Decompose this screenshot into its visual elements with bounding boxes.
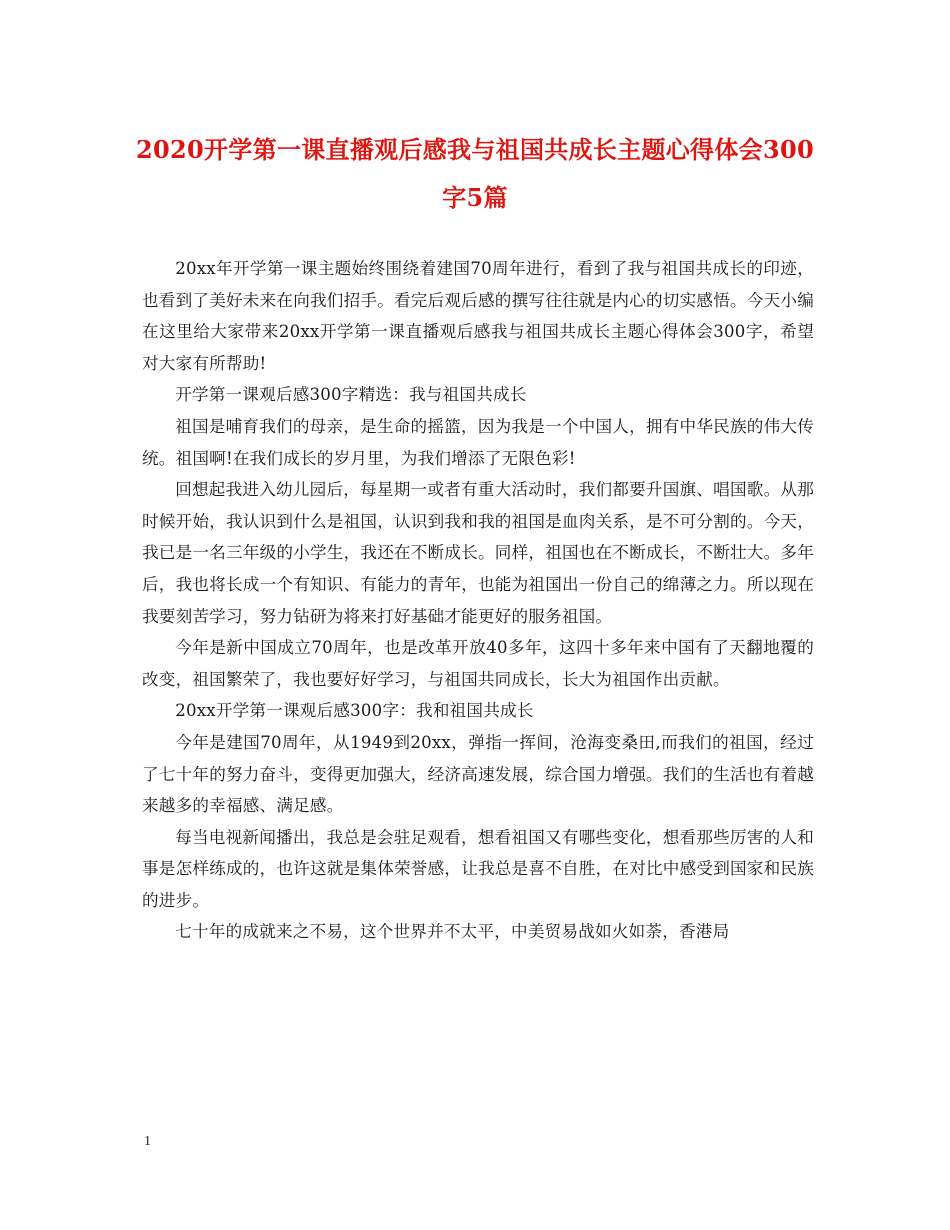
paragraph: 七十年的成就来之不易，这个世界并不太平，中美贸易战如火如荼，香港局 bbox=[175, 922, 730, 942]
paragraph: 回想起我进入幼儿园后，每星期一或者有重大活动时，我们都要升国旗、唱国歌。从那时候开始，我认识到什么是祖国，认识到我和我的祖国是血肉关系，是不可分割的。今天，我已是一名三年级的小学生，我还在不断成长。同样，祖国也在不断成长，不断壮大。多年后，我也将长成一个有知识、有能力的青年，也能为祖国出一份自己的绵薄之力。所以现在我要刻苦学习，努力钻研为将来打好基础才能更好的服务祖国。 bbox=[142, 480, 814, 626]
paragraph: 今年是建国70周年，从1949到20xx，弹指一挥间，沧海变桑田,而我们的祖国，经过了七十年的努力奋斗，变得更加强大，经济高速发展，综合国力增强。我们的生活也有着越来越多的幸福感、满足感。 bbox=[142, 732, 814, 816]
section-heading-2: 20xx开学第一课观后感300字：我和祖国共成长 bbox=[175, 701, 534, 721]
paragraph-intro: 20xx年开学第一课主题始终围绕着建国70周年进行，看到了我与祖国共成长的印迹，也看到了美好未来在向我们招手。看完后观后感的撰写往往就是内心的切实感悟。今天小编在这里给大家带来20xx开学第一课直播观后感我与祖国共成长主题心得体会300字，希望对大家有所帮助! bbox=[142, 259, 814, 373]
paragraph: 祖国是哺育我们的母亲，是生命的摇篮，因为我是一个中国人，拥有中华民族的伟大传统。祖国啊!在我们成长的岁月里，为我们增添了无限色彩! bbox=[142, 416, 814, 468]
paragraph: 今年是新中国成立70周年，也是改革开放40多年，这四十多年来中国有了天翻地覆的改变，祖国繁荣了，我也要好好学习，与祖国共同成长，长大为祖国作出贡献。 bbox=[142, 638, 814, 689]
section-heading-1: 开学第一课观后感300字精选：我与祖国共成长 bbox=[175, 385, 527, 405]
document-body bbox=[142, 253, 814, 948]
page-number: 1 bbox=[144, 1134, 151, 1149]
paragraph: 每当电视新闻播出，我总是会驻足观看，想看祖国又有哪些变化，想看那些厉害的人和事是怎样练成的，也许这就是集体荣誉感，让我总是喜不自胜，在对比中感受到国家和民族的进步。 bbox=[142, 827, 814, 910]
document-title: 2020开学第一课直播观后感我与祖国共成长主题心得体会300字5篇 bbox=[136, 135, 814, 212]
